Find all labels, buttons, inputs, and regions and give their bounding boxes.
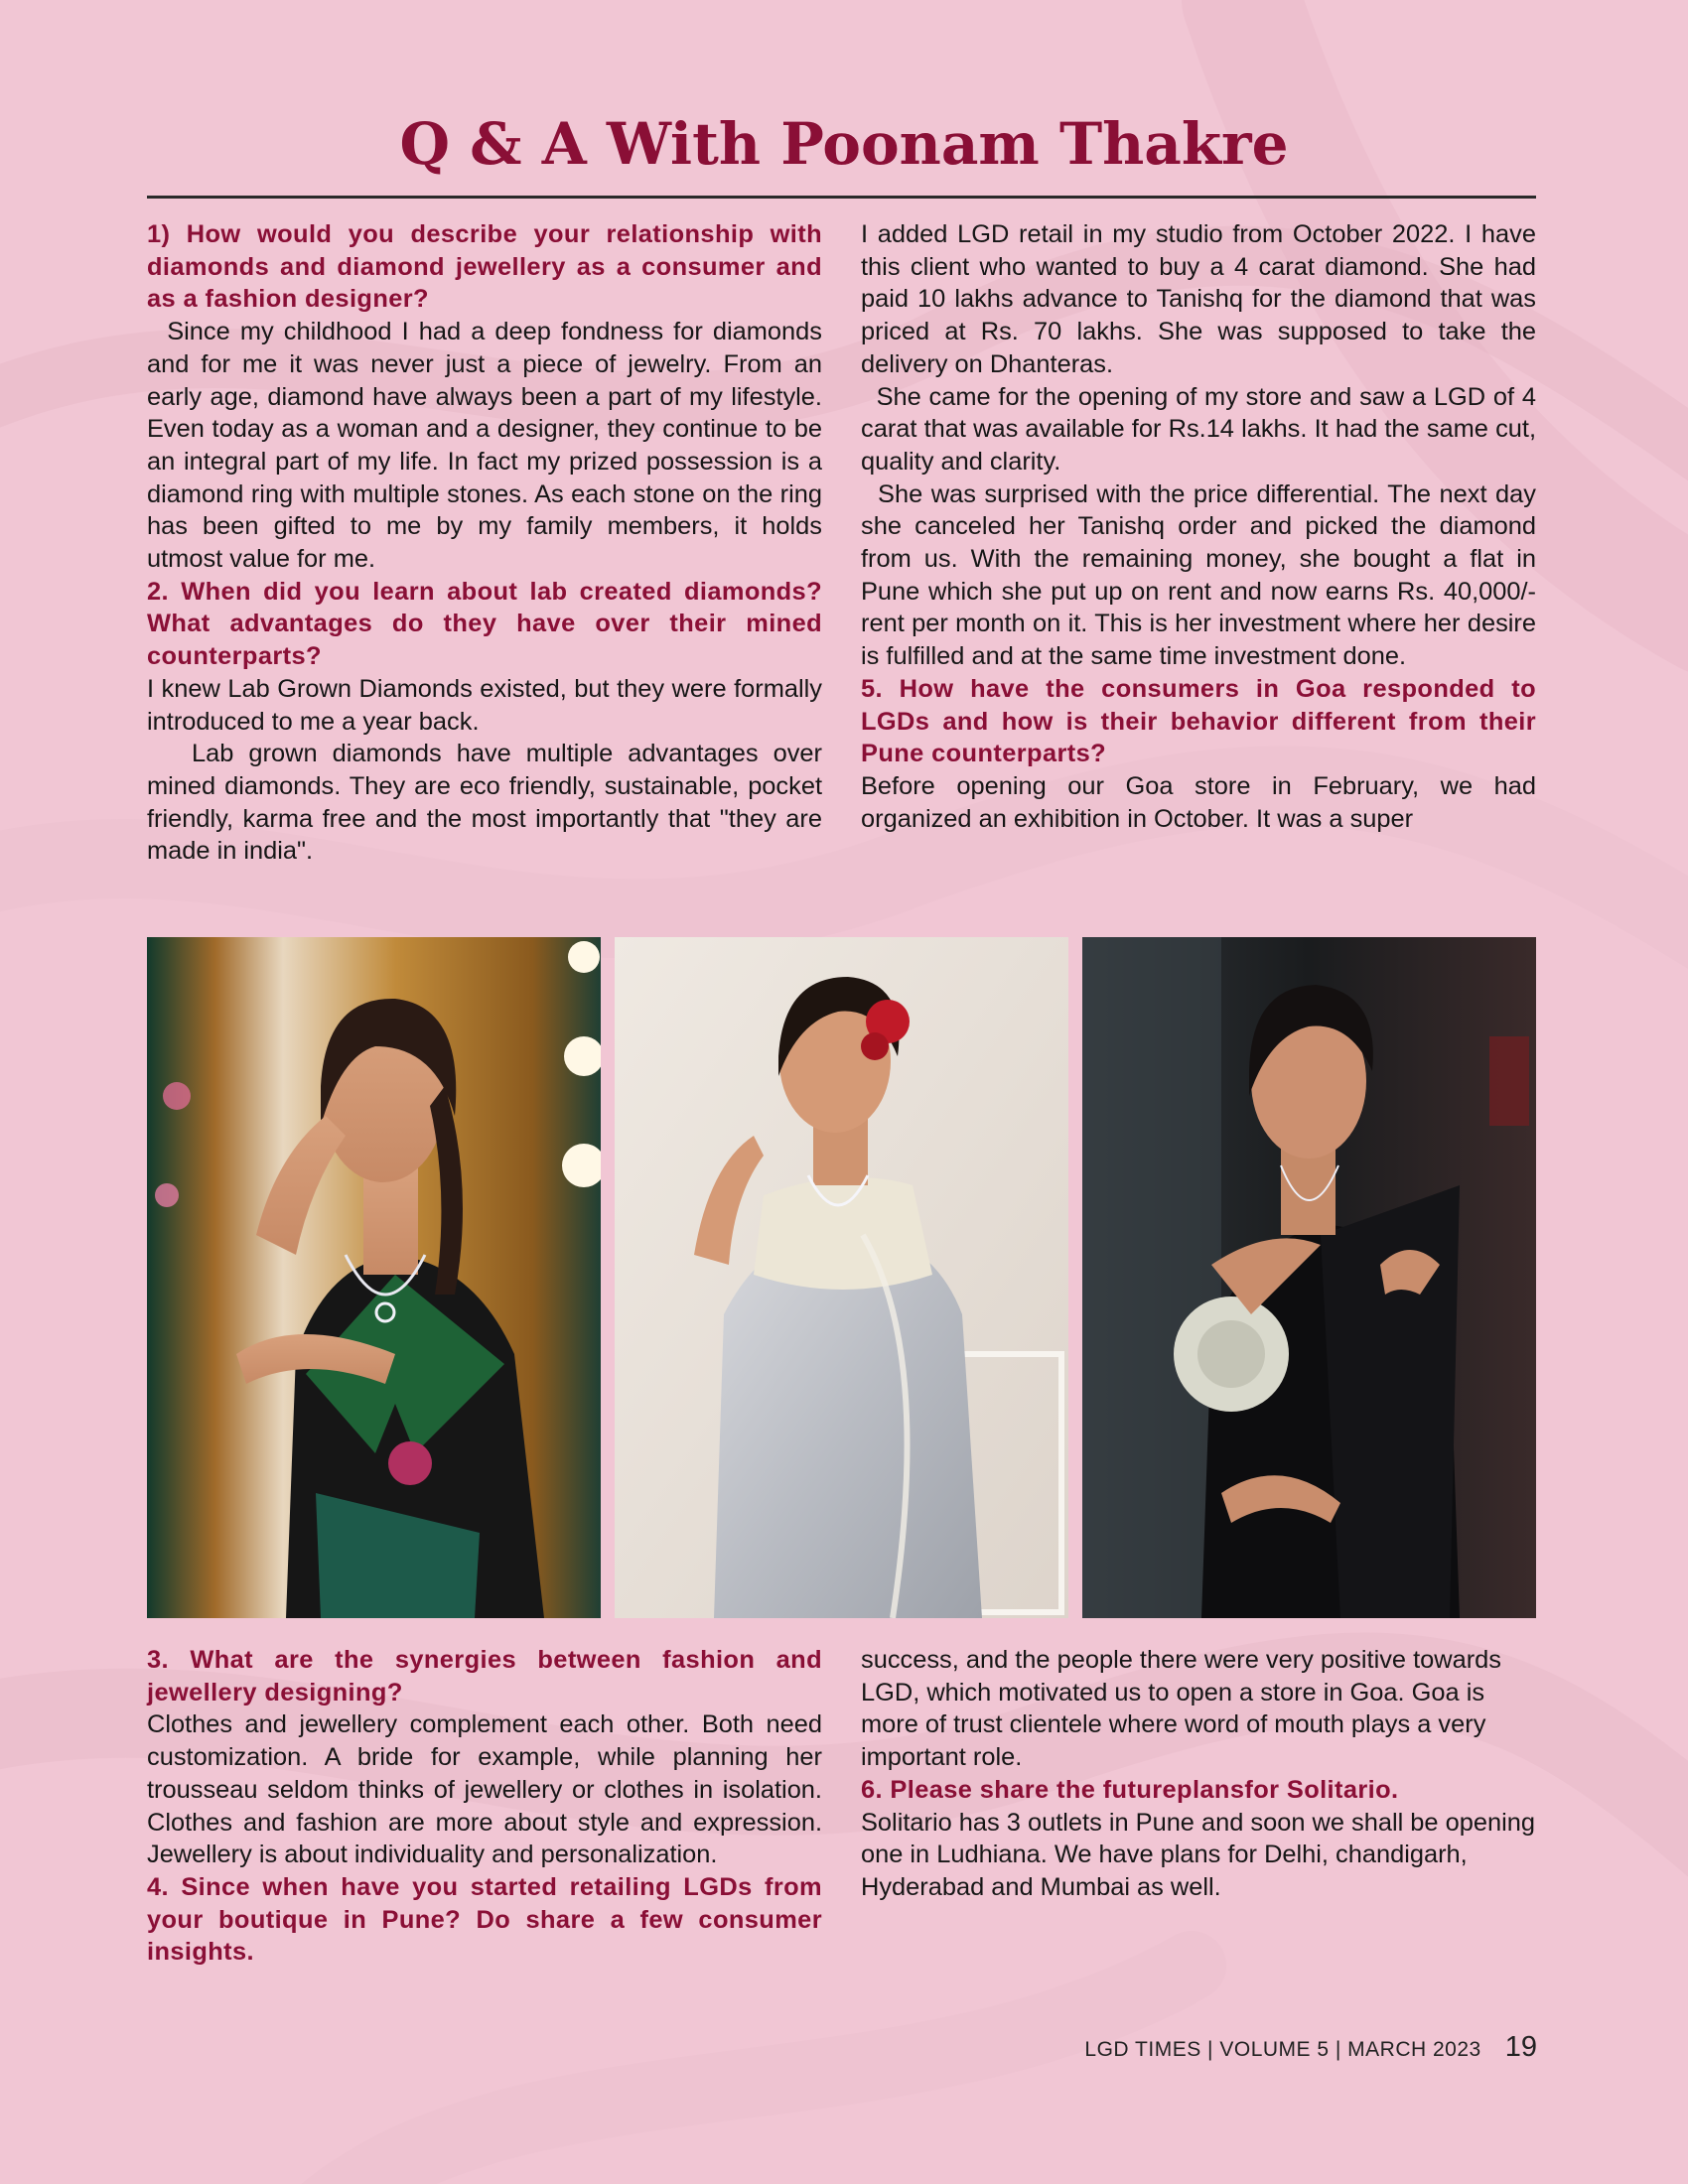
photo-model-green-gown bbox=[147, 937, 601, 1618]
page-footer bbox=[1084, 2031, 1537, 2064]
column-top-right bbox=[861, 218, 1536, 835]
magazine-issue: LGD TIMES | VOLUME 5 | MARCH 2023 bbox=[1084, 2038, 1481, 2061]
answer-paragraph: She was surprised with the price differential. The next day she canceled her Tanishq order and picked the diamond from us. With the remaining money, she bought a flat in Pune which she put up on rent and now earns Rs. 40,000/- rent per month on it. This is her investment where her desire is fulfilled and at the same time investment done. bbox=[861, 479, 1536, 671]
title-divider bbox=[147, 196, 1536, 199]
question-heading: 5. How have the consumers in Goa responded to LGDs and how is their behavior different from their Pune counterparts? bbox=[861, 674, 1536, 768]
column-bottom-right bbox=[861, 1644, 1536, 1904]
answer-paragraph: Before opening our Goa store in February, we had organized an exhibition in October. It was a super bbox=[861, 771, 1536, 833]
photo-model-silver-saree bbox=[615, 937, 1068, 1618]
photo-strip bbox=[147, 937, 1536, 1618]
question-heading: 3. What are the synergies between fashion and jewellery designing? bbox=[147, 1646, 822, 1706]
answer-paragraph: Lab grown diamonds have multiple advantages over mined diamonds. They are eco friendly, sustainable, pocket friendly, karma free and the most importantly that "they are made in india". bbox=[147, 740, 822, 866]
column-bottom-left bbox=[147, 1644, 822, 1969]
question-heading: 1) How would you describe your relationship with diamonds and diamond jewellery as a consumer and as a fashion designer? bbox=[147, 220, 822, 314]
answer-paragraph: Solitario has 3 outlets in Pune and soon we shall be opening one in Ludhiana. We have plans for Delhi, chandigarh, Hyderabad and Mumbai as well. bbox=[861, 1808, 1535, 1901]
answer-paragraph: I knew Lab Grown Diamonds existed, but they were formally introduced to me a year back. bbox=[147, 674, 822, 736]
photo-model-black-gown bbox=[1082, 937, 1536, 1618]
answer-paragraph: success, and the people there were very positive towards LGD, which motivated us to open a store in Goa. Goa is more of trust clientele where word of mouth plays a very important role. bbox=[861, 1646, 1501, 1772]
question-heading: 2. When did you learn about lab created diamonds? What advantages do they have over their mined counterparts? bbox=[147, 577, 822, 671]
page-number: 19 bbox=[1504, 2031, 1537, 2063]
question-heading: 4. Since when have you started retailing LGDs from your boutique in Pune? Do share a few consumer insights. bbox=[147, 1872, 822, 1967]
question-heading: 6. Please share the futureplansfor Solitario. bbox=[861, 1775, 1399, 1804]
column-top-left bbox=[147, 218, 822, 868]
page-title: Q & A With Poonam Thakre bbox=[399, 110, 1289, 178]
answer-paragraph: She came for the opening of my store and saw a LGD of 4 carat that was available for Rs.14 lakhs. It had the same cut, quality and clarity. bbox=[861, 382, 1536, 476]
answer-paragraph: I added LGD retail in my studio from October 2022. I have this client who wanted to buy a 4 carat diamond. She had paid 10 lakhs advance to Tanishq for the diamond that was priced at Rs. 70 lakhs. She was supposed to take the delivery on Dhanteras. bbox=[861, 220, 1536, 378]
answer-paragraph: Since my childhood I had a deep fondness for diamonds and for me it was never just a piece of jewelry. From an early age, diamond have always been a part of my lifestyle. Even today as a woman and a designer, they continue to be an integral part of my life. In fact my prized possession is a diamond ring with multiple stones. As each stone on the ring has been gifted to me by my family members, it holds utmost value for me. bbox=[147, 318, 822, 574]
answer-paragraph: Clothes and jewellery complement each other. Both need customization. A bride for example, while planning her trousseau seldom thinks of jewellery or clothes in isolation. Clothes and fashion are more about style and expression. Jewellery is about individuality and personalization. bbox=[147, 1710, 822, 1869]
